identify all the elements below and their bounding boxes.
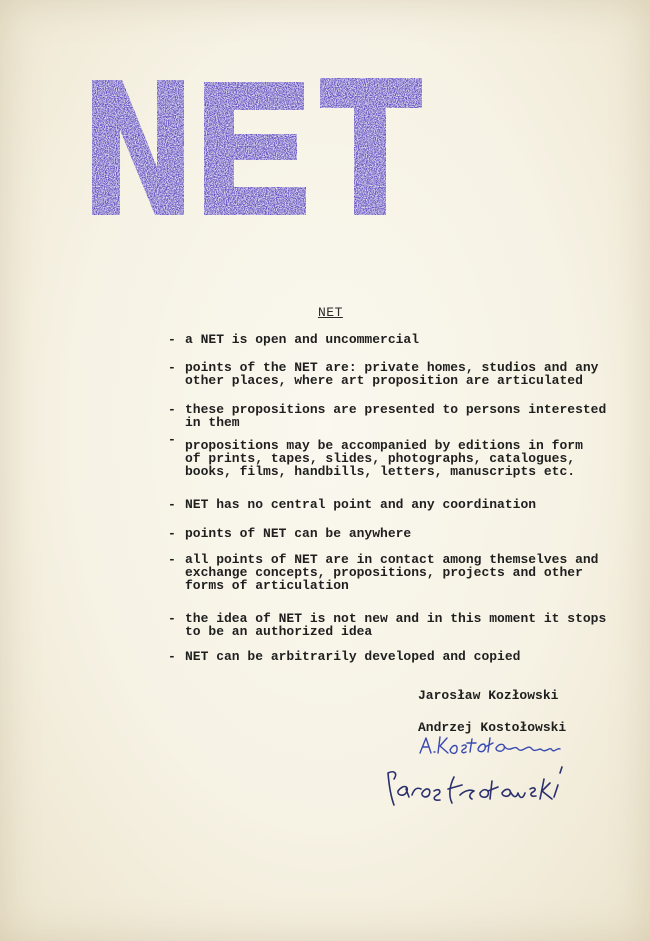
signatory-name: Jarosław Kozłowski (418, 688, 559, 703)
signatory-name: Andrzej Kostołowski (418, 720, 567, 735)
list-item: - propositions may be accompanied by editions in form of prints, tapes, slides, photographs, catalogues, books, films, handbills, letters, manuscripts etc. (168, 432, 583, 479)
list-item: - points of the NET are: private homes, studios and any other places, where art proposition are articulated (168, 360, 599, 388)
bullet-dash: - (168, 402, 176, 417)
list-item: - all points of NET are in contact among themselves and exchange concepts, propositions, projects and other forms of articulation (168, 552, 599, 593)
list-item: - a NET is open and uncommercial (168, 332, 420, 347)
bullet-dash: - (168, 649, 176, 664)
bullet-dash: - (168, 432, 176, 447)
list-item: - these propositions are presented to persons interested in them (168, 402, 607, 430)
list-item: - the idea of NET is not new and in this moment it stops to be an authorized idea (168, 611, 607, 639)
net-stamp-logo (92, 72, 422, 222)
bullet-dash: - (168, 611, 176, 626)
handwritten-signatures (384, 733, 614, 813)
list-item: - NET can be arbitrarily developed and copied (168, 649, 521, 664)
bullet-dash: - (168, 360, 176, 375)
bullet-dash: - (168, 552, 176, 567)
bullet-dash: - (168, 332, 176, 347)
bullet-dash: - (168, 526, 176, 541)
bullet-dash: - (168, 497, 176, 512)
list-item: - points of NET can be anywhere (168, 526, 412, 541)
document-title: NET (318, 305, 343, 320)
list-item: - NET has no central point and any coordination (168, 497, 537, 512)
